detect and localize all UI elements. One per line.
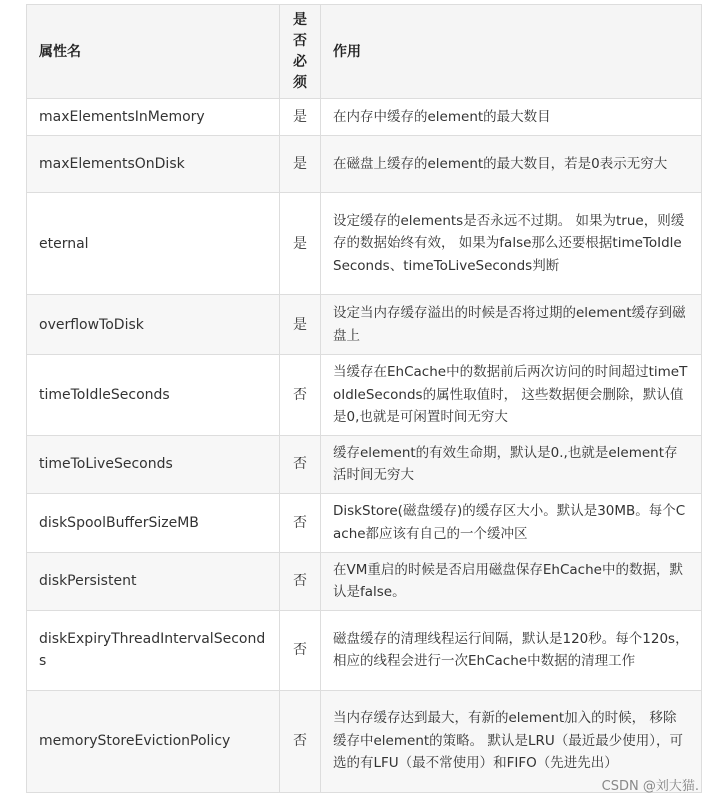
required-value: 否 xyxy=(280,435,321,493)
required-value: 否 xyxy=(280,552,321,610)
table-row xyxy=(27,99,702,136)
attribute-name: diskExpiryThreadIntervalSeconds xyxy=(27,610,280,690)
required-value: 否 xyxy=(280,493,321,552)
table-row xyxy=(27,295,702,355)
attribute-description: 在内存中缓存的element的最大数目 xyxy=(321,99,702,136)
attribute-name: diskSpoolBufferSizeMB xyxy=(27,493,280,552)
table-row xyxy=(27,610,702,690)
attribute-description: DiskStore(磁盘缓存)的缓存区大小。默认是30MB。每个Cache都应该有自己的一个缓冲区 xyxy=(321,493,702,552)
table-row xyxy=(27,552,702,610)
table-row xyxy=(27,493,702,552)
header-description: 作用 xyxy=(321,5,702,99)
required-value: 否 xyxy=(280,610,321,690)
attribute-name: timeToIdleSeconds xyxy=(27,355,280,436)
attribute-description: 缓存element的有效生命期，默认是0.,也就是element存活时间无穷大 xyxy=(321,435,702,493)
required-value: 是 xyxy=(280,295,321,355)
table-row xyxy=(27,193,702,295)
table-row xyxy=(27,355,702,436)
header-attribute-name: 属性名 xyxy=(27,5,280,99)
attribute-name: timeToLiveSeconds xyxy=(27,435,280,493)
header-required-char: 必 xyxy=(293,53,307,70)
header-required-char: 否 xyxy=(293,32,307,49)
header-required-char: 须 xyxy=(293,74,307,91)
required-value: 否 xyxy=(280,690,321,792)
required-value: 是 xyxy=(280,136,321,193)
attribute-description: 在磁盘上缓存的element的最大数目，若是0表示无穷大 xyxy=(321,136,702,193)
table-row xyxy=(27,690,702,792)
attribute-description: 设定缓存的elements是否永远不过期。 如果为true，则缓存的数据始终有效， 如果为false那么还要根据timeToIdleSeconds、timeToLiveSeconds判断 xyxy=(321,193,702,295)
attribute-name: overflowToDisk xyxy=(27,295,280,355)
attribute-name: memoryStoreEvictionPolicy xyxy=(27,690,280,792)
attribute-name: eternal xyxy=(27,193,280,295)
required-value: 是 xyxy=(280,193,321,295)
header-required-char: 是 xyxy=(293,11,307,28)
attribute-description: 磁盘缓存的清理线程运行间隔，默认是120秒。每个120s， 相应的线程会进行一次EhCache中数据的清理工作 xyxy=(321,610,702,690)
attribute-name: maxElementsOnDisk xyxy=(27,136,280,193)
attribute-name: diskPersistent xyxy=(27,552,280,610)
attribute-description: 当内存缓存达到最大，有新的element加入的时候， 移除缓存中element的策略。 默认是LRU（最近最少使用），可选的有LFU（最不常使用）和FIFO（先进先出） xyxy=(321,690,702,792)
attribute-table xyxy=(26,4,702,793)
required-value: 否 xyxy=(280,355,321,436)
attribute-description: 设定当内存缓存溢出的时候是否将过期的element缓存到磁盘上 xyxy=(321,295,702,355)
table-row xyxy=(27,435,702,493)
header-required xyxy=(280,5,321,99)
table-row xyxy=(27,136,702,193)
attribute-description: 在VM重启的时候是否启用磁盘保存EhCache中的数据，默认是false。 xyxy=(321,552,702,610)
required-value: 是 xyxy=(280,99,321,136)
attribute-description: 当缓存在EhCache中的数据前后两次访问的时间超过timeToIdleSeconds的属性取值时， 这些数据便会删除，默认值是0,也就是可闲置时间无穷大 xyxy=(321,355,702,436)
attribute-name: maxElementsInMemory xyxy=(27,99,280,136)
table-header-row xyxy=(27,5,702,99)
watermark: CSDN @刘大猫. xyxy=(601,779,699,794)
